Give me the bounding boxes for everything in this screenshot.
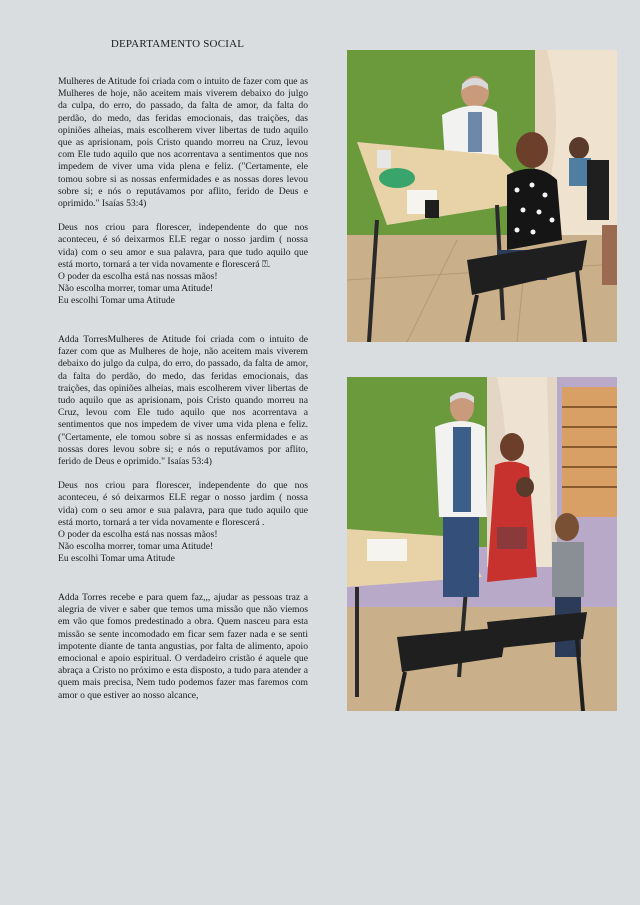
photo-consultation	[347, 50, 617, 342]
page-title: DEPARTAMENTO SOCIAL	[110, 38, 245, 50]
flourish-paragraph: Deus nos criou para florescer, independente do que nos aconteceu, é só deixarmos ELE regar o nosso jardim ( nossa vida) com o seu amor e sua palavra, para que tudo aquilo que está morto, tornará a ter vida novamente e florescerá ⍰.	[58, 222, 308, 270]
flourish-paragraph: Deus nos criou para florescer, independente do que nos aconteceu, é só deixarmos ELE regar o nosso jardim ( nossa vida) com o seu amor e sua palavra, para que tudo aquilo que está morto, tornará a ter vida novamente e florescerá .	[58, 480, 308, 528]
chose-line: Eu escolhi Tomar uma Atitude	[58, 553, 175, 565]
choice-line: O poder da escolha está nas nossas mãos!	[58, 529, 218, 541]
text-block-1	[58, 76, 308, 308]
attitude-line: Não escolha morrer, tomar uma Atitude!	[58, 541, 214, 553]
photo-group	[347, 377, 617, 711]
choice-line: O poder da escolha está nas nossas mãos!	[58, 271, 218, 283]
intro-paragraph: Adda TorresMulheres de Atitude foi criada com o intuito de fazer com que as Mulheres de hoje, não aceitem mais viverem debaixo do julgo da culpa, do erro, do passado, da falta de amor, da falta do perdão, do medo, das feridas emocionais, das traições, das opiniões alheias, mais escolherem viver libertas de tudo aquilo que as aprisionam, pois Cristo quando morreu na Cruz, levou com Ele tudo aquilo que nos acorrentava a sentimentos que nos impedem de viver uma vida plena e feliz. ("Certamente, ele tomou sobre si as nossas enfermidades e as nossas dores levou sobre si; e nós o reputávamos por aflito, ferido de Deus e oprimido." Isaías 53:4)	[58, 334, 308, 468]
text-block-3	[58, 592, 308, 714]
text-block-2	[58, 334, 308, 566]
intro-paragraph: Mulheres de Atitude foi criada com o intuito de fazer com que as Mulheres de hoje, não aceitem mais viverem debaixo do julgo da culpa, do erro, do passado, da falta de amor, da falta do perdão, do medo, das feridas emocionais, das traições, das opiniões alheias, mais escolherem viver libertas de tudo aquilo que as aprisionam, pois Cristo quando morreu na Cruz, levou com Ele tudo aquilo que nos acorrentava a sentimentos que nos impedem de viver uma vida plena e feliz. ("Certamente, ele tomou sobre si as nossas enfermidades e as nossas dores levou sobre si; e nós o reputávamos por aflito, ferido de Deus e oprimido." Isaías 53:4)	[58, 76, 308, 210]
chose-line: Eu escolhi Tomar uma Atitude	[58, 295, 175, 307]
attitude-line: Não escolha morrer, tomar uma Atitude!	[58, 283, 214, 295]
mission-paragraph: Adda Torres recebe e para quem faz,,, ajudar as pessoas traz a alegria de viver e saber que temos uma missão que não viemos em vão que fomos predestinado a obra. Quem nasceu para esta missão se sente incomodado em ficar sem fazer nada e se senti impotente diante de tanta angustias, por falta de alimento, apoio emocional e apoio espiritual. O verdadeiro cristão é aquele que abraça a Cristo no próximo e esta disposto, a tudo para atender a quem mais precisa, Nem tudo podemos fazer mas faremos com amor o que estiver ao nosso alcance,	[58, 592, 308, 701]
